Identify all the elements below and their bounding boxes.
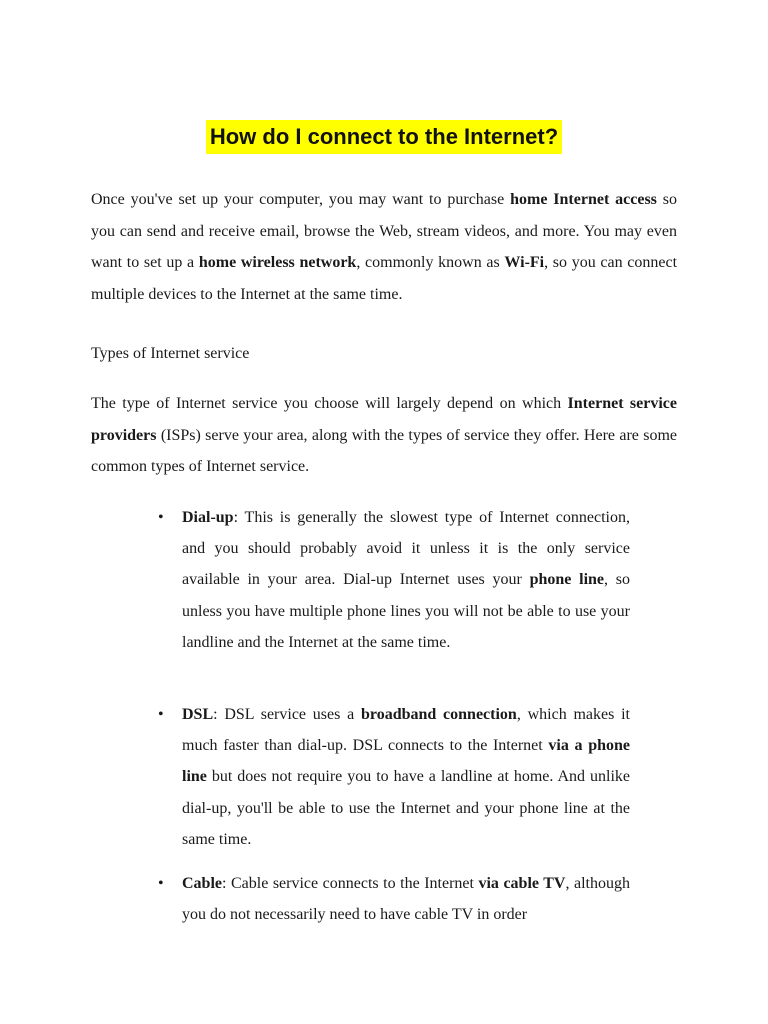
types-text-1: The type of Internet service you choose will largely depend on which	[91, 395, 568, 412]
intro-text-4: , so you can connect multiple devices to the Internet at the same time.	[91, 254, 678, 303]
intro-text-3: , commonly known as	[356, 254, 505, 271]
item-bold-via-cable-tv: via cable TV	[478, 875, 566, 892]
intro-bold-home-wireless-network: home wireless network	[198, 254, 357, 271]
item-term: Dial-up	[182, 509, 234, 526]
item-text-2: , although you do not necessarily need to have cable TV in order	[182, 875, 630, 924]
item-text-2: , so unless you have multiple phone lines you will not be able to use your landline and the Internet at the same time.	[182, 571, 630, 651]
types-text-2: (ISPs) serve your area, along with the types of service they offer. Here are some common types of Internet service.	[91, 426, 677, 475]
page-title: How do I connect to the Internet?	[206, 120, 562, 154]
item-text-3: but does not require you to have a landline at home. And unlike dial-up, you'll be able to use the Internet and your phone line at the same time.	[182, 768, 630, 848]
item-bold-phone-line: phone line	[529, 571, 605, 589]
list-item-dsl	[182, 699, 630, 855]
item-term: DSL	[182, 706, 214, 723]
intro-text-1: Once you've set up your computer, you may want to purchase	[91, 191, 511, 208]
bullet-icon: •	[158, 509, 164, 526]
item-bold-via-phone-line: via a phone line	[182, 737, 631, 786]
intro-text-2: so you can send and receive email, browse the Web, stream videos, and more. You may even want to set up a	[91, 191, 677, 271]
list-item-dial-up	[182, 502, 630, 658]
intro-bold-wifi: Wi-Fi	[504, 254, 545, 271]
item-text-1: : Cable service connects to the Internet	[222, 875, 479, 892]
bullet-icon: •	[158, 875, 164, 892]
item-bold-broadband-connection: broadband connection	[360, 706, 517, 723]
section-subheading: Types of Internet service	[91, 345, 250, 362]
types-bold-isps: Internet service providers	[91, 395, 678, 444]
bullet-icon: •	[158, 706, 164, 723]
intro-bold-home-internet-access: home Internet access	[510, 191, 657, 208]
item-text-1: : DSL service uses a	[213, 706, 361, 723]
item-text-2: , which makes it much faster than dial-up. DSL connects to the Internet	[182, 706, 630, 755]
item-text-1: : This is generally the slowest type of Internet connection, and you should probably avoid it unless it is the only service available in your area. Dial-up Internet uses your	[182, 509, 630, 589]
list-item-cable	[182, 868, 630, 930]
item-term: Cable	[182, 875, 222, 892]
